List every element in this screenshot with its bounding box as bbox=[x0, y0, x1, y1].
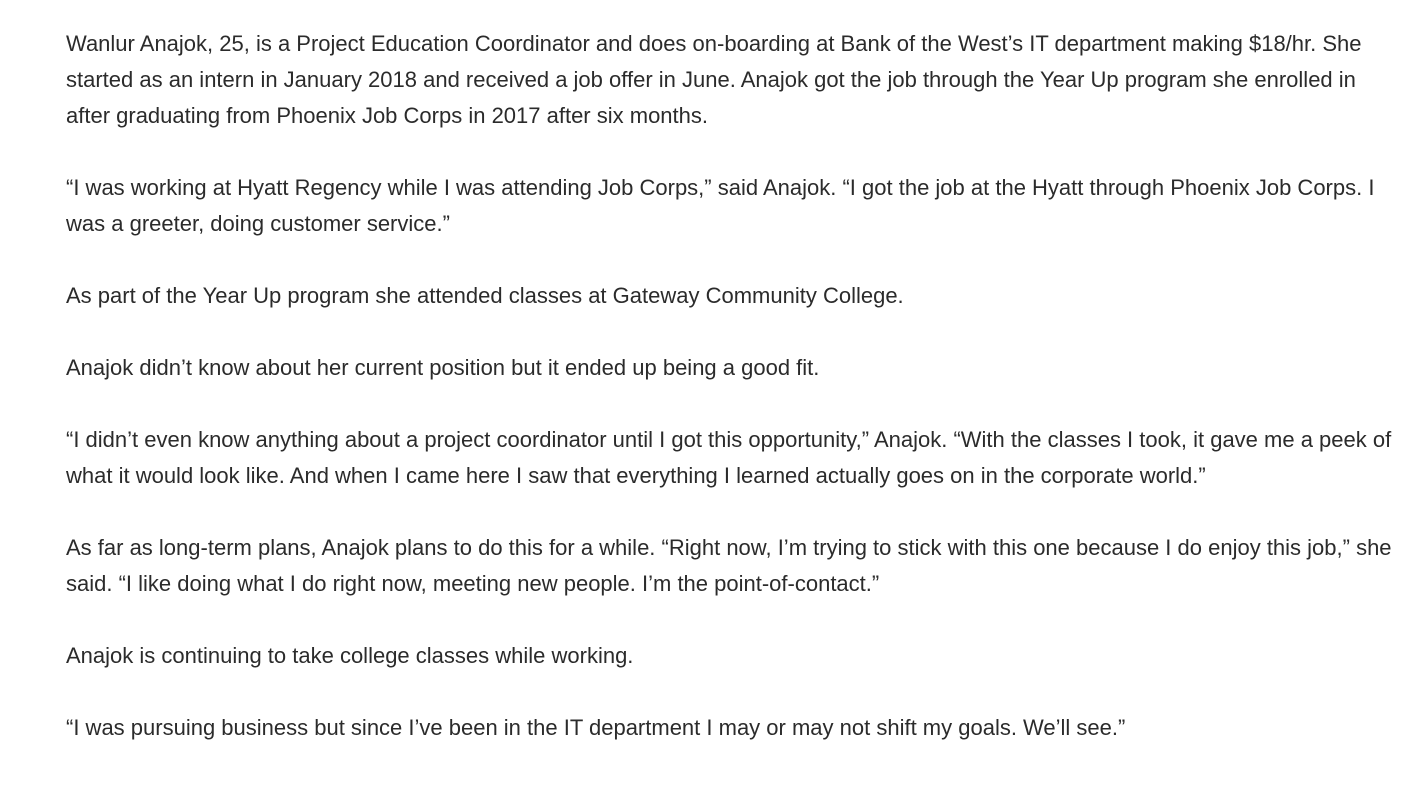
article-paragraph: “I was pursuing business but since I’ve been in the IT department I may or may not shift my goals. We’ll see.” bbox=[66, 715, 1126, 740]
article-paragraph: Anajok didn’t know about her current position but it ended up being a good fit. bbox=[66, 355, 820, 380]
article-paragraph: “I didn’t even know anything about a project coordinator until I got this opportunity,” Anajok. “With the classes I took, it gave me a peek of what it would look like. And when I came here I saw that everything I learned actually goes on in the corporate world.” bbox=[66, 427, 1392, 488]
article-paragraph: As part of the Year Up program she attended classes at Gateway Community College. bbox=[66, 283, 904, 308]
article-paragraph: “I was working at Hyatt Regency while I was attending Job Corps,” said Anajok. “I got the job at the Hyatt through Phoenix Job Corps. I was a greeter, doing customer service.” bbox=[66, 175, 1375, 236]
article-paragraph: Anajok is continuing to take college classes while working. bbox=[66, 643, 634, 668]
article-body bbox=[66, 26, 1396, 746]
article-paragraph: Wanlur Anajok, 25, is a Project Education Coordinator and does on-boarding at Bank of the West’s IT department making $18/hr. She started as an intern in January 2018 and received a job offer in June. Anajok got the job through the Year Up program she enrolled in after graduating from Phoenix Job Corps in 2017 after six months. bbox=[66, 31, 1362, 128]
article-paragraph: As far as long-term plans, Anajok plans to do this for a while. “Right now, I’m trying to stick with this one because I do enjoy this job,” she said. “I like doing what I do right now, meeting new people. I’m the point-of-contact.” bbox=[66, 535, 1392, 596]
